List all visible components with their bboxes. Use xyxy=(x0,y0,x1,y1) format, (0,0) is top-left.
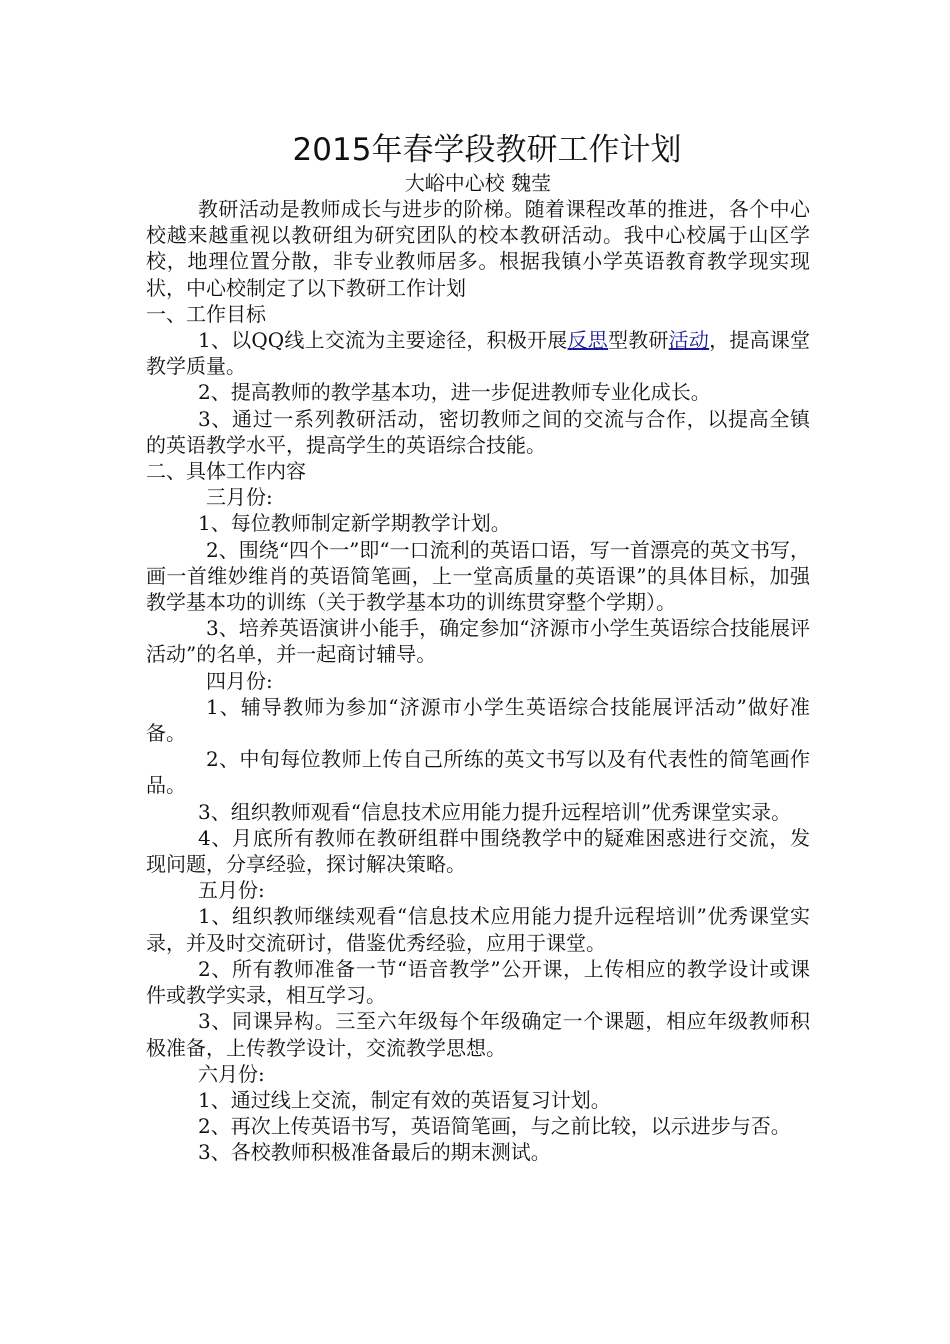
month-label-june: 六月份: xyxy=(198,1061,265,1086)
march-item-1: 1、每位教师制定新学期教学计划。 xyxy=(198,511,511,536)
section-heading-goals: 一、工作目标 xyxy=(146,301,266,326)
june-item-3: 3、各校教师积极准备最后的期末测试。 xyxy=(198,1140,551,1165)
month-label-may: 五月份: xyxy=(198,878,265,903)
goal-1-text-end: ，提高课堂教学质量。 xyxy=(146,328,811,379)
march-item-3: 3、培养英语演讲小能手，确定参加“济源市小学生英语综合技能展评活动”的名单，并一起商讨辅导。 xyxy=(146,616,810,667)
intro-paragraph: 教研活动是教师成长与进步的阶梯。随着课程改革的推进，各个中心校越来越重视以教研组为研究团队的校本教研活动。我中心校属于山区学校，地理位置分散，非专业教师居多。根据我镇小学英语教育教学现实现状，中心校制定了以下教研工作计划 xyxy=(146,197,810,300)
may-item-2: 2、所有教师准备一节“语音教学”公开课，上传相应的教学设计或课件或教学实录，相互学习。 xyxy=(146,956,810,1008)
goal-item-2: 2、提高教师的教学基本功，进一步促进教师专业化成长。 xyxy=(198,380,711,405)
june-item-2: 2、再次上传英语书写，英语简笔画，与之前比较，以示进步与否。 xyxy=(198,1114,791,1139)
goal-1-text-start: 1、以QQ线上交流为主要途径，积极开展 xyxy=(198,328,568,353)
document-author: 大峪中心校 魏莹 xyxy=(404,171,552,195)
april-item-4: 4、月底所有教师在教研组群中围绕教学中的疑难困惑进行交流，发现问题，分享经验，探讨解决策略。 xyxy=(146,825,810,877)
goal-item-3: 3、通过一系列教研活动，密切教师之间的交流与合作，以提高全镇的英语教学水平，提高学生的英语综合技能。 xyxy=(146,406,810,457)
april-item-3: 3、组织教师观看“信息技术应用能力提升远程培训”优秀课堂实录。 xyxy=(198,799,792,824)
may-item-1: 1、组织教师继续观看“信息技术应用能力提升远程培训”优秀课堂实录，并及时交流研讨，借鉴优秀经验，应用于课堂。 xyxy=(146,904,810,955)
month-label-april: 四月份: xyxy=(206,668,273,693)
section-heading-work-content: 二、具体工作内容 xyxy=(146,459,306,484)
goal-item-1 xyxy=(146,327,810,379)
document-title: 2015年春学段教研工作计划 xyxy=(292,132,682,168)
link-reflection[interactable]: 反思 xyxy=(567,328,608,353)
may-item-3: 3、同课异构。三至六年级每个年级确定一个课题，相应年级教师积极准备，上传教学设计，交流教学思想。 xyxy=(146,1009,810,1060)
april-item-2: 2、中旬每位教师上传自己所练的英文书写以及有代表性的简笔画作品。 xyxy=(146,747,810,798)
goal-1-text-middle: 型教研 xyxy=(608,328,669,353)
june-item-1: 1、通过线上交流，制定有效的英语复习计划。 xyxy=(198,1087,611,1112)
march-item-2: 2、围绕“四个一”即“一口流利的英语口语，写一首漂亮的英文书写，画一首维妙维肖的英语简笔画，上一堂高质量的英语课”的具体目标，加强教学基本功的训练（关于教学基本功的训练贯穿整个学期）。 xyxy=(146,537,810,615)
document-page xyxy=(146,128,810,1166)
month-label-march: 三月份: xyxy=(206,485,273,510)
link-activity[interactable]: 活动 xyxy=(668,328,710,353)
april-item-1: 1、辅导教师为参加“济源市小学生英语综合技能展评活动”做好准备。 xyxy=(146,694,810,746)
